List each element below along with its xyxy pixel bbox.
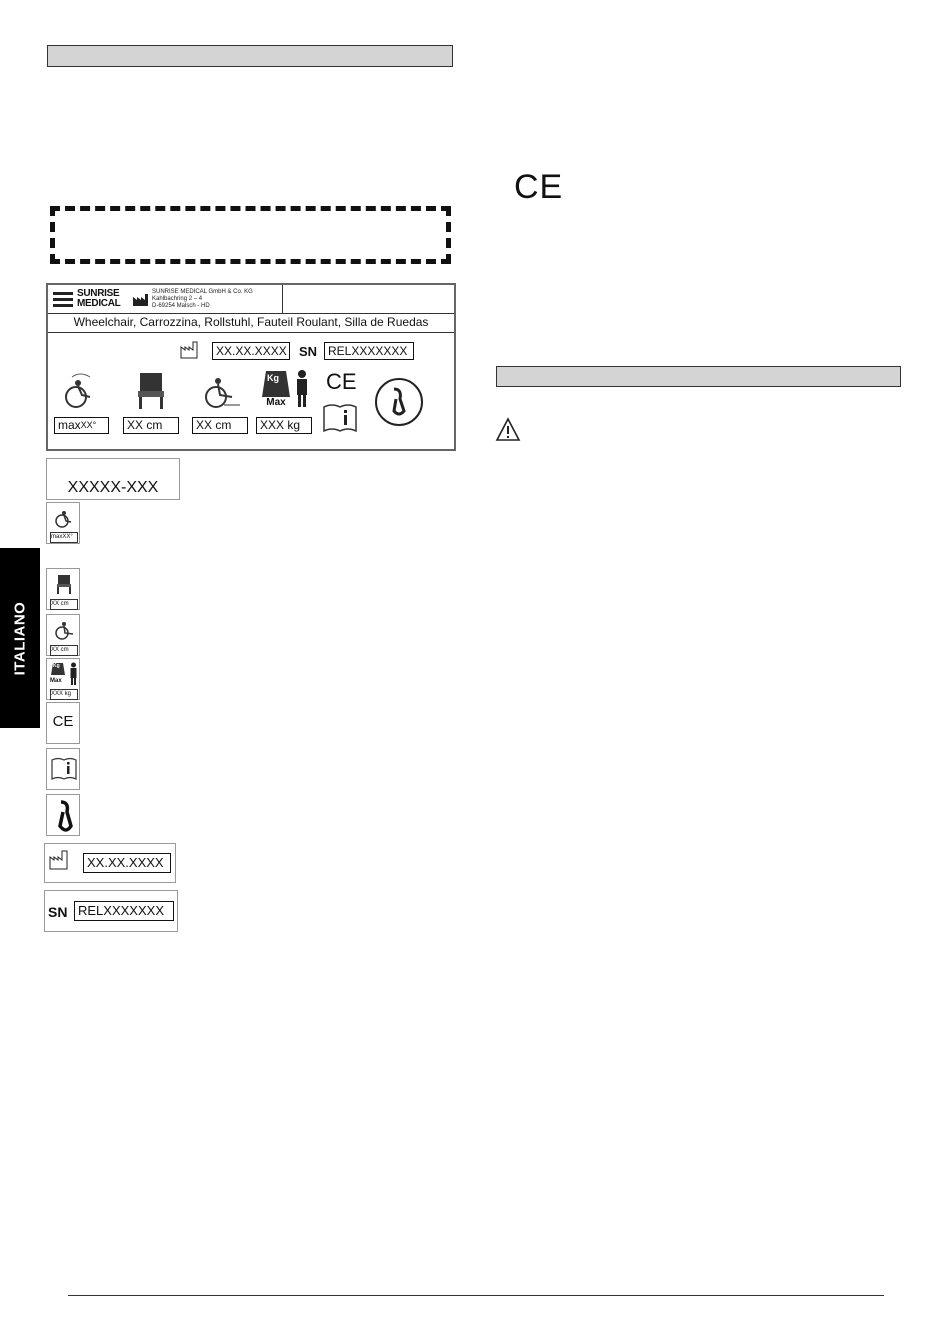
angle-value: XX°: [80, 420, 97, 430]
seat-width-icon: [136, 369, 166, 411]
manufacture-date-field: XX.XX.XXXX: [212, 342, 290, 360]
legend-serial: [44, 890, 178, 932]
wheelchair-tilt-icon: [53, 507, 73, 529]
language-tab-label: ITALIANO: [11, 601, 29, 675]
nameplate-divider-1: [48, 313, 454, 314]
ce-mark-legend: CE: [52, 713, 74, 730]
legend-seat-width: [46, 568, 80, 610]
legend-sn-label: SN: [48, 904, 68, 920]
address-line-1: SUNRISE MEDICAL GmbH & Co. KG: [152, 289, 253, 295]
read-manual-icon: [322, 403, 358, 433]
max-weight-icon: [260, 369, 292, 409]
angle-max-field: [54, 417, 109, 434]
person-icon: [69, 662, 78, 686]
section-header-bar-right: [496, 366, 901, 387]
address-line-3: D-69254 Malsch - HD: [152, 303, 210, 309]
brand-line-2: MEDICAL: [77, 298, 121, 309]
legend-angle-max: max: [51, 534, 63, 540]
legend-weight-kg: Kg: [53, 663, 60, 669]
legend-date-field: XX.XX.XXXX: [83, 853, 171, 873]
seat-depth-icon: [200, 369, 242, 411]
max-weight-field: XXX kg: [256, 417, 312, 434]
seat-depth-icon: [53, 619, 75, 641]
legend-weight-max: Max: [50, 678, 62, 684]
legend-angle-field: [50, 532, 78, 543]
legend-seat-depth: [46, 614, 80, 656]
serial-number-field: RELXXXXXXX: [324, 342, 414, 360]
legend-sn-field: RELXXXXXXX: [74, 901, 174, 921]
product-names: Wheelchair, Carrozzina, Rollstuhl, Fauteil Roulant, Silla de Ruedas: [73, 315, 429, 329]
product-nameplate: [46, 283, 456, 451]
manufacturer-address: [152, 289, 282, 310]
ce-mark-large: CE: [514, 168, 564, 206]
nameplate-divider-vertical: [282, 285, 283, 313]
factory-icon: [132, 293, 150, 307]
wheelchair-tilt-icon: [62, 369, 102, 409]
weight-icon-kg: Kg: [267, 373, 279, 383]
legend-seat-width-field: XX cm: [50, 599, 78, 610]
legend-max-weight: [46, 658, 80, 700]
legend-angle: [46, 502, 80, 544]
manufacture-date-icon: [49, 850, 71, 870]
address-line-2: Kahlbachring 2 – 4: [152, 296, 203, 302]
legend-seat-depth-field: XX cm: [50, 645, 78, 656]
seat-width-field: XX cm: [123, 417, 179, 434]
ce-mark-nameplate: CE: [326, 369, 357, 394]
part-number: XXXXX-XXX: [67, 479, 159, 496]
person-icon: [294, 369, 310, 409]
sunrise-medical-logo: [51, 288, 131, 312]
legend-hook: [46, 794, 80, 836]
language-side-tab: [0, 548, 40, 728]
serial-number-label: SN: [299, 344, 318, 359]
brand-line-1: SUNRISE: [77, 288, 120, 299]
legend-manual: [46, 748, 80, 790]
read-manual-icon: [51, 757, 77, 781]
crash-test-hook-icon: [53, 798, 75, 834]
seat-depth-field: XX cm: [192, 417, 248, 434]
nameplate-divider-2: [48, 332, 454, 333]
legend-ce: [46, 702, 80, 744]
legend-date: [44, 843, 176, 883]
part-number-box: [46, 458, 180, 500]
crash-test-hook-icon: [374, 377, 424, 427]
footer-rule: [68, 1295, 884, 1296]
weight-icon-max: Max: [266, 397, 286, 408]
legend-angle-value: XX°: [62, 534, 73, 540]
dashed-note-box: [50, 206, 451, 264]
warning-triangle-icon: [495, 417, 521, 443]
legend-max-weight-field: XXX kg: [50, 689, 78, 700]
section-header-bar-left: [47, 45, 453, 67]
seat-width-icon: [55, 573, 73, 595]
angle-max-label: max: [58, 418, 81, 432]
manufacture-date-icon: [180, 341, 200, 359]
